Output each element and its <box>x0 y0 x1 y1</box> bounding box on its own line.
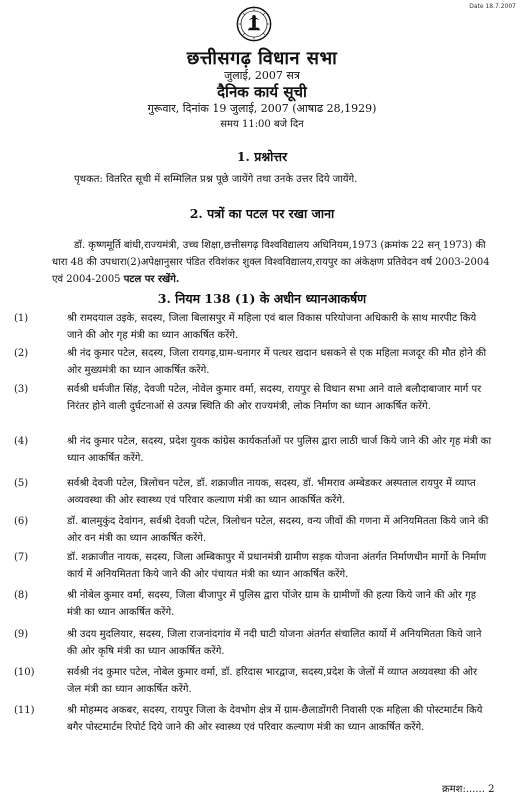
section-heading-questions: 1. प्रश्नोत्तर <box>236 149 288 164</box>
item-number: (9) <box>14 629 29 640</box>
section-text-papers <box>52 237 492 288</box>
item-number: (5) <box>14 478 29 489</box>
item-text: सर्वश्री धर्मजीत सिंह, देवजी पटेल, नोवेल कुमार वर्मा, सदस्य, रायपुर से विधान सभा आने वाले बलौदाबाजार मार्ग पर निरंतर होने वाली दुर्घटनाओं से उत्पन्न स्थिति की ओर राज्यमंत्री, लोक निर्माण का ध्यान आकर्षित करेंगे. <box>67 384 482 412</box>
item-text: डॉ. शक्राजीत नायक, सदस्य, जिला अम्बिकापुर में प्रधानमंत्री ग्रामीण सड़क योजना अंतर्गत निर्माणधीन मार्गो के निर्माण कार्य में अनियमितता किये जाने की ओर पंचायत मंत्री का ध्यान आकर्षित करेंगे. <box>67 552 487 580</box>
papers-text-body: डॉ. कृष्णमूर्ति बांधी,राज्यमंत्री, उच्च शिक्षा,छत्तीसगढ़ विश्वविद्यालय अधिनियम,1973 (क्रमांक 22 सन् 1973) की धारा 48 की उपधारा(2)अपेक्षानुसार पंडित रविशंकर शुक्ल विश्वविद्यालय,रायपुर का अंकेक्षण प्रतिवेदन वर्ष 2003-2004 एवं 2004-2005 <box>52 240 490 285</box>
time-line: समय 11:00 बजे दिन <box>220 119 304 130</box>
section-heading-attention: 3. नियम 138 (1) के अधीन ध्यानआकर्षण <box>157 291 367 306</box>
section-heading-papers: 2. पत्रों का पटल पर रखा जाना <box>189 206 335 221</box>
item-number: (3) <box>14 384 29 395</box>
item-text: श्री नंद कुमार पटेल, सदस्य, जिला रायगढ़,ग्राम-धनागर में पत्थर खदान धसकने से एक महिला मजदूर की मौत होने की ओर मुख्यमंत्री का ध्यान आकर्षित करेंगे. <box>67 348 487 376</box>
item-text: श्री नंद कुमार पटेल, सदस्य, प्रदेश युवक कांग्रेस कार्यकर्ताओं पर पुलिस द्वारा लाठी चार्ज किये जाने की ओर गृह मंत्री का ध्यान आकर्षित करेंगे. <box>67 436 492 464</box>
item-text: श्री उदय मुदलियार, सदस्य, जिला राजनांदगांव में नदी घाटी योजना अंतर्गत संचालित कार्यो में अनियमितता किये जाने की ओर कृषि मंत्री का ध्यान आकर्षित करेंगे. <box>67 629 482 657</box>
section-text-questions: पृथकत: वितरित सूची में सम्मिलित प्रश्न पूछे जायेंगे तथा उनके उत्तर दिये जायेंगे. <box>74 174 358 185</box>
item-number: (4) <box>14 436 29 447</box>
document-title: दैनिक कार्य सूची <box>217 83 307 101</box>
item-text: सर्वश्री नंद कुमार पटेल, नोबेल कुमार वर्मा, डॉ. हरिदास भारद्वाज, सदस्य,प्रदेश के जेलों में व्याप्त अव्यवस्था की ओर जेल मंत्री का ध्यान आकर्षित करेंगे. <box>67 667 478 695</box>
papers-text-emphasis: पटल पर रखेंगे. <box>123 274 180 285</box>
item-number: (7) <box>14 552 29 563</box>
item-text: श्री मोहम्मद अकबर, सदस्य, रायपुर जिला के देवभोग क्षेत्र में ग्राम-छैलाडोंगरी निवासी एक महिला की पोस्टमार्टम किये बगैर पोस्टमार्टम रिपोर्ट दिये जाने की ओर स्वास्थ्य एवं परिवार कल्याण मंत्री का ध्यान आकर्षित करेंगे. <box>67 705 483 733</box>
item-text: श्री रामदयाल उइके, सदस्य, जिला बिलासपुर में महिला एवं बाल विकास परियोजना अधिकारी के साथ मारपीट किये जाने की ओर गृह मंत्री का ध्यान आकर्षित करेंगे. <box>67 313 477 341</box>
assembly-emblem-icon <box>236 6 272 42</box>
item-number: (10) <box>14 667 35 678</box>
item-number: (8) <box>14 590 29 601</box>
item-number: (6) <box>14 516 29 527</box>
item-text: डॉ. बालमुकुंद देवांगन, सर्वश्री देवजी पटेल, त्रिलोचन पटेल, सदस्य, वन्य जीवों की गणना में अनियमितता किये जाने की ओर वन मंत्री का ध्यान आकर्षित करेंगे. <box>67 516 489 544</box>
item-text: श्री नोबेल कुमार वर्मा, सदस्य, जिला बीजापुर में पुलिस द्वारा पोंजेर ग्राम के ग्रामीणों की हत्या किये जाने की ओर गृह मंत्री का ध्यान आकर्षित करेंगे. <box>67 590 477 618</box>
assembly-title: छत्तीसगढ़ विधान सभा <box>186 48 338 69</box>
continue-marker: क्रमश:...... 2 <box>442 784 495 795</box>
date-line: गुरूवार, दिनांक 19 जुलाई, 2007 (आषाढ 28,1929) <box>147 102 377 115</box>
item-text: सर्वश्री देवजी पटेल, त्रिलोचन पटेल, डॉ. शक्राजीत नायक, सदस्य, डॉ. भीमराव अम्बेडकर अस्पताल रायपुर में व्याप्त अव्यवस्था की ओर स्वास्थ्य एवं परिवार कल्याण मंत्री का ध्यान आकर्षित करेंगे. <box>67 478 476 506</box>
date-stamp: Date 18.7.2007 <box>469 3 516 10</box>
session-label: जुलाई, 2007 सत्र <box>224 69 300 82</box>
item-number: (11) <box>14 705 35 716</box>
item-number: (2) <box>14 348 29 359</box>
item-number: (1) <box>14 313 29 324</box>
